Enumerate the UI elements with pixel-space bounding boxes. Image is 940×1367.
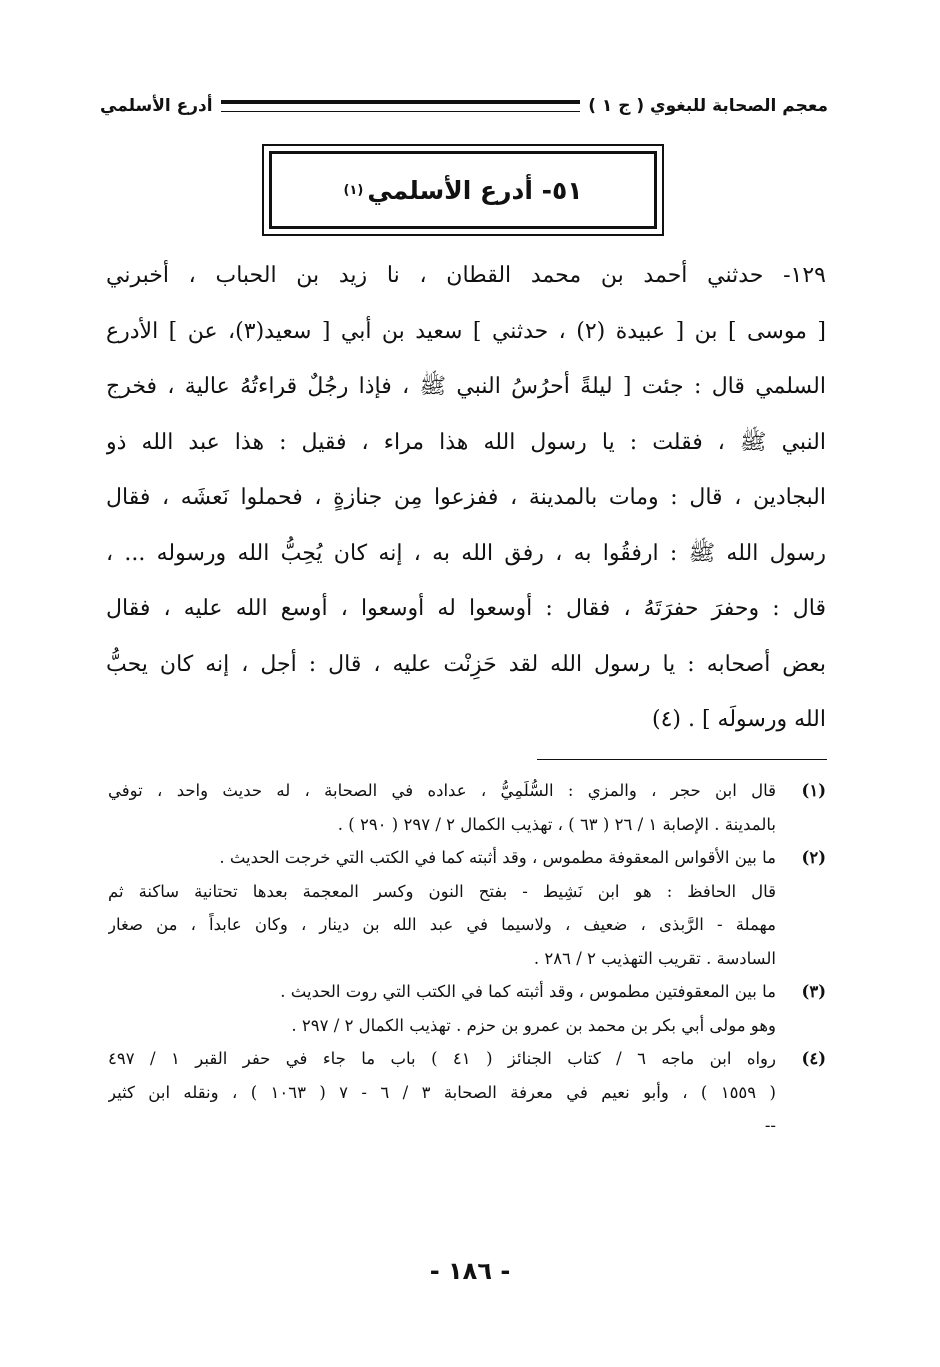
header-book-title: معجم الصحابة للبغوي ( ج ١ ) [588,96,828,116]
running-header [100,86,828,126]
footnote-line: قال ابن حجر ، والمزي : السُّلَمِيُّ ، عداده في الصحابة ، له حديث واحد ، توفي [108,781,776,800]
footnote [108,774,826,841]
text-line: ١٢٩- حدثني أحمد بن محمد القطان ، نا زيد بن الحباب ، أخبرني [106,263,826,288]
footnote [108,841,826,975]
footnote-body [108,1042,776,1143]
page-number: - ١٨٦ - [429,1257,511,1285]
header-entry-name: أدرع الأسلمي [100,96,213,116]
footnotes [108,774,826,1143]
entry-title-footnote-mark: (١) [343,182,364,198]
text-line: رسول الله ﷺ : ارفقُوا به ، رفق الله به ، إنه كان يُحِبُّ الله ورسوله ... ، [106,540,826,566]
text-line: [ موسى ] بن [ عبيدة (٢) ، حدثني ] سعيد بن أبي [ سعيد(٣)، عن ] الأدرع [106,318,826,344]
footnote-body [108,975,776,1042]
hadith-text [106,248,826,748]
footnote-number: (١) [801,781,826,800]
footnote-body [108,841,776,975]
footnote-number: (٣) [801,982,826,1001]
footnote-body [108,774,776,841]
entry-title-box [262,144,664,236]
entry-title-frame [269,151,657,229]
footnote-line: قال الحافظ : هو ابن نَشِيط - بفتح النون وكسر المعجمة بعدها تحتانية ساكنة ثم [108,881,776,901]
text-line: البجادين ، قال : ومات بالمدينة ، ففزعوا مِن جنازةٍ ، فحملوا نَعشَه ، فقال [106,485,826,510]
footnote-separator [537,759,827,760]
footnote-line: بالمدينة . الإصابة ١ / ٢٦ ( ٦٣ ) ، تهذيب الكمال ٢ / ٢٩٧ ( ٢٩٠ ) . [337,814,776,834]
footnote-line: -- [764,1116,776,1135]
footnote-line: ( ١٥٥٩ ) ، وأبو نعيم في معرفة الصحابة ٣ / ٦ - ٧ ( ١٠٦٣ ) ، ونقله ابن كثير [108,1082,776,1102]
footnote-line: رواه ابن ماجه ٦ / كتاب الجنائز ( ٤١ ) باب ما جاء في حفر القبر ١ / ٤٩٧ [108,1049,776,1068]
footnote-line: ما بين المعقوفتين مطموس ، وقد أثبته كما في الكتب التي روت الحديث . [280,982,776,1001]
footnote-line: السادسة . تقريب التهذيب ٢ / ٢٨٦ . [533,948,776,968]
footnote-line: مهملة - الرَّبذى ، ضعيف ، ولاسيما في عبد الله بن دينار ، وكان عابداً ، من صغار [108,915,776,934]
text-line: النبي ﷺ ، فقلت : يا رسول الله هذا مراء ، فقيل : هذا عبد الله ذو [106,429,826,455]
footnote [108,1042,826,1143]
footnote [108,975,826,1042]
header-rule [221,100,581,112]
footnote-number: (٤) [801,1049,826,1068]
text-line: الله ورسولَه ] . (٤) [652,707,826,732]
text-line: بعض أصحابه : يا رسول الله لقد حَزِنْت عليه ، قال : أجل ، إنه كان يحبُّ [106,651,826,677]
footnote-line: ما بين الأقواس المعقوفة مطموس ، وقد أثبته كما في الكتب التي خرجت الحديث . [219,848,776,867]
footnote-number: (٢) [801,848,826,867]
text-line: السلمي قال : جئت [ ليلةً أحرُسُ النبي ﷺ ، فإذا رجُلٌ قراءتُهُ عالية ، فخرج [106,374,826,399]
text-line: قال : وحفرَ حفرَتَهُ ، فقال : أوسعوا له أوسعوا ، أوسع الله عليه ، فقال [106,596,826,621]
footnote-line: وهو مولى أبي بكر بن محمد بن عمرو بن حزم . تهذيب الكمال ٢ / ٢٩٧ . [291,1015,776,1035]
entry-title: ٥١- أدرع الأسلمي [367,175,583,205]
